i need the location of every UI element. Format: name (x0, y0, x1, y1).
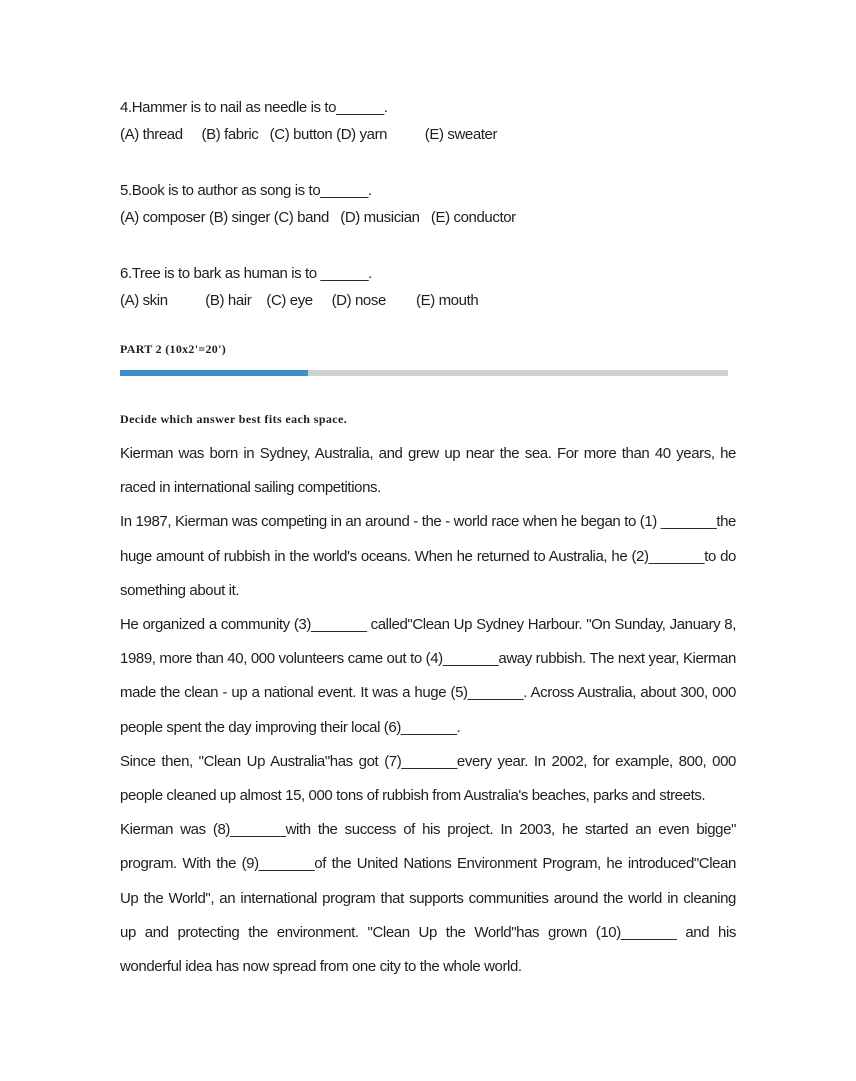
passage-paragraph: In 1987, Kierman was competing in an around - the - world race when he began to (1) _______the huge amount of rubbish in the world's oceans. When he returned to Australia, he (2)_______to do something about it. (120, 513, 736, 599)
part-2-title: PART 2 (10x2'=20') (120, 342, 227, 356)
passage-paragraph: He organized a community (3)_______ called"Clean Up Sydney Harbour. "On Sunday, January 8, 1989, more than 40, 000 volunteers came out to (4)_______away rubbish. The next year, Kierman made the clean - up a national event. It was a huge (5)_______. Across Australia, about 300, 000 people spent the day improving their local (6)_______. (120, 616, 736, 736)
passage-paragraph: Since then, "Clean Up Australia"has got (7)_______every year. In 2002, for example, 800, 000 people cleaned up almost 15, 000 tons of rubbish from Australia's beaches, parks and streets. (120, 752, 736, 805)
question-stem: 6.Tree is to bark as human is to ______. (120, 265, 372, 282)
question-5 (120, 181, 740, 228)
question-stem: 4.Hammer is to nail as needle is to______. (120, 99, 388, 116)
section-progress-fill (120, 370, 308, 376)
question-4 (120, 98, 740, 145)
part-2-instruction: Decide which answer best fits each space. (120, 412, 348, 426)
question-options: (A) thread (B) fabric (C) button (D) yarn (E) sweater (120, 126, 498, 143)
passage-paragraph: Kierman was (8)_______with the success of his project. In 2003, he started an even bigge" program. With the (9)_______of the United Nations Environment Program, he introduced"Clean Up the World", an international program that supports communities around the world in cleaning up and protecting the environment. "Clean Up the World"has grown (10)_______ and his wonderful idea has now spread from one city to the whole world. (120, 821, 736, 976)
question-stem: 5.Book is to author as song is to______. (120, 182, 372, 199)
worksheet-page (120, 98, 740, 984)
cloze-passage (120, 437, 736, 984)
question-options: (A) skin (B) hair (C) eye (D) nose (E) mouth (120, 292, 479, 309)
section-progress-bar (120, 370, 728, 376)
question-options: (A) composer (B) singer (C) band (D) musician (E) conductor (120, 209, 516, 226)
passage-paragraph: Kierman was born in Sydney, Australia, and grew up near the sea. For more than 40 years, he raced in international sailing competitions. (120, 445, 736, 497)
question-6 (120, 264, 740, 311)
